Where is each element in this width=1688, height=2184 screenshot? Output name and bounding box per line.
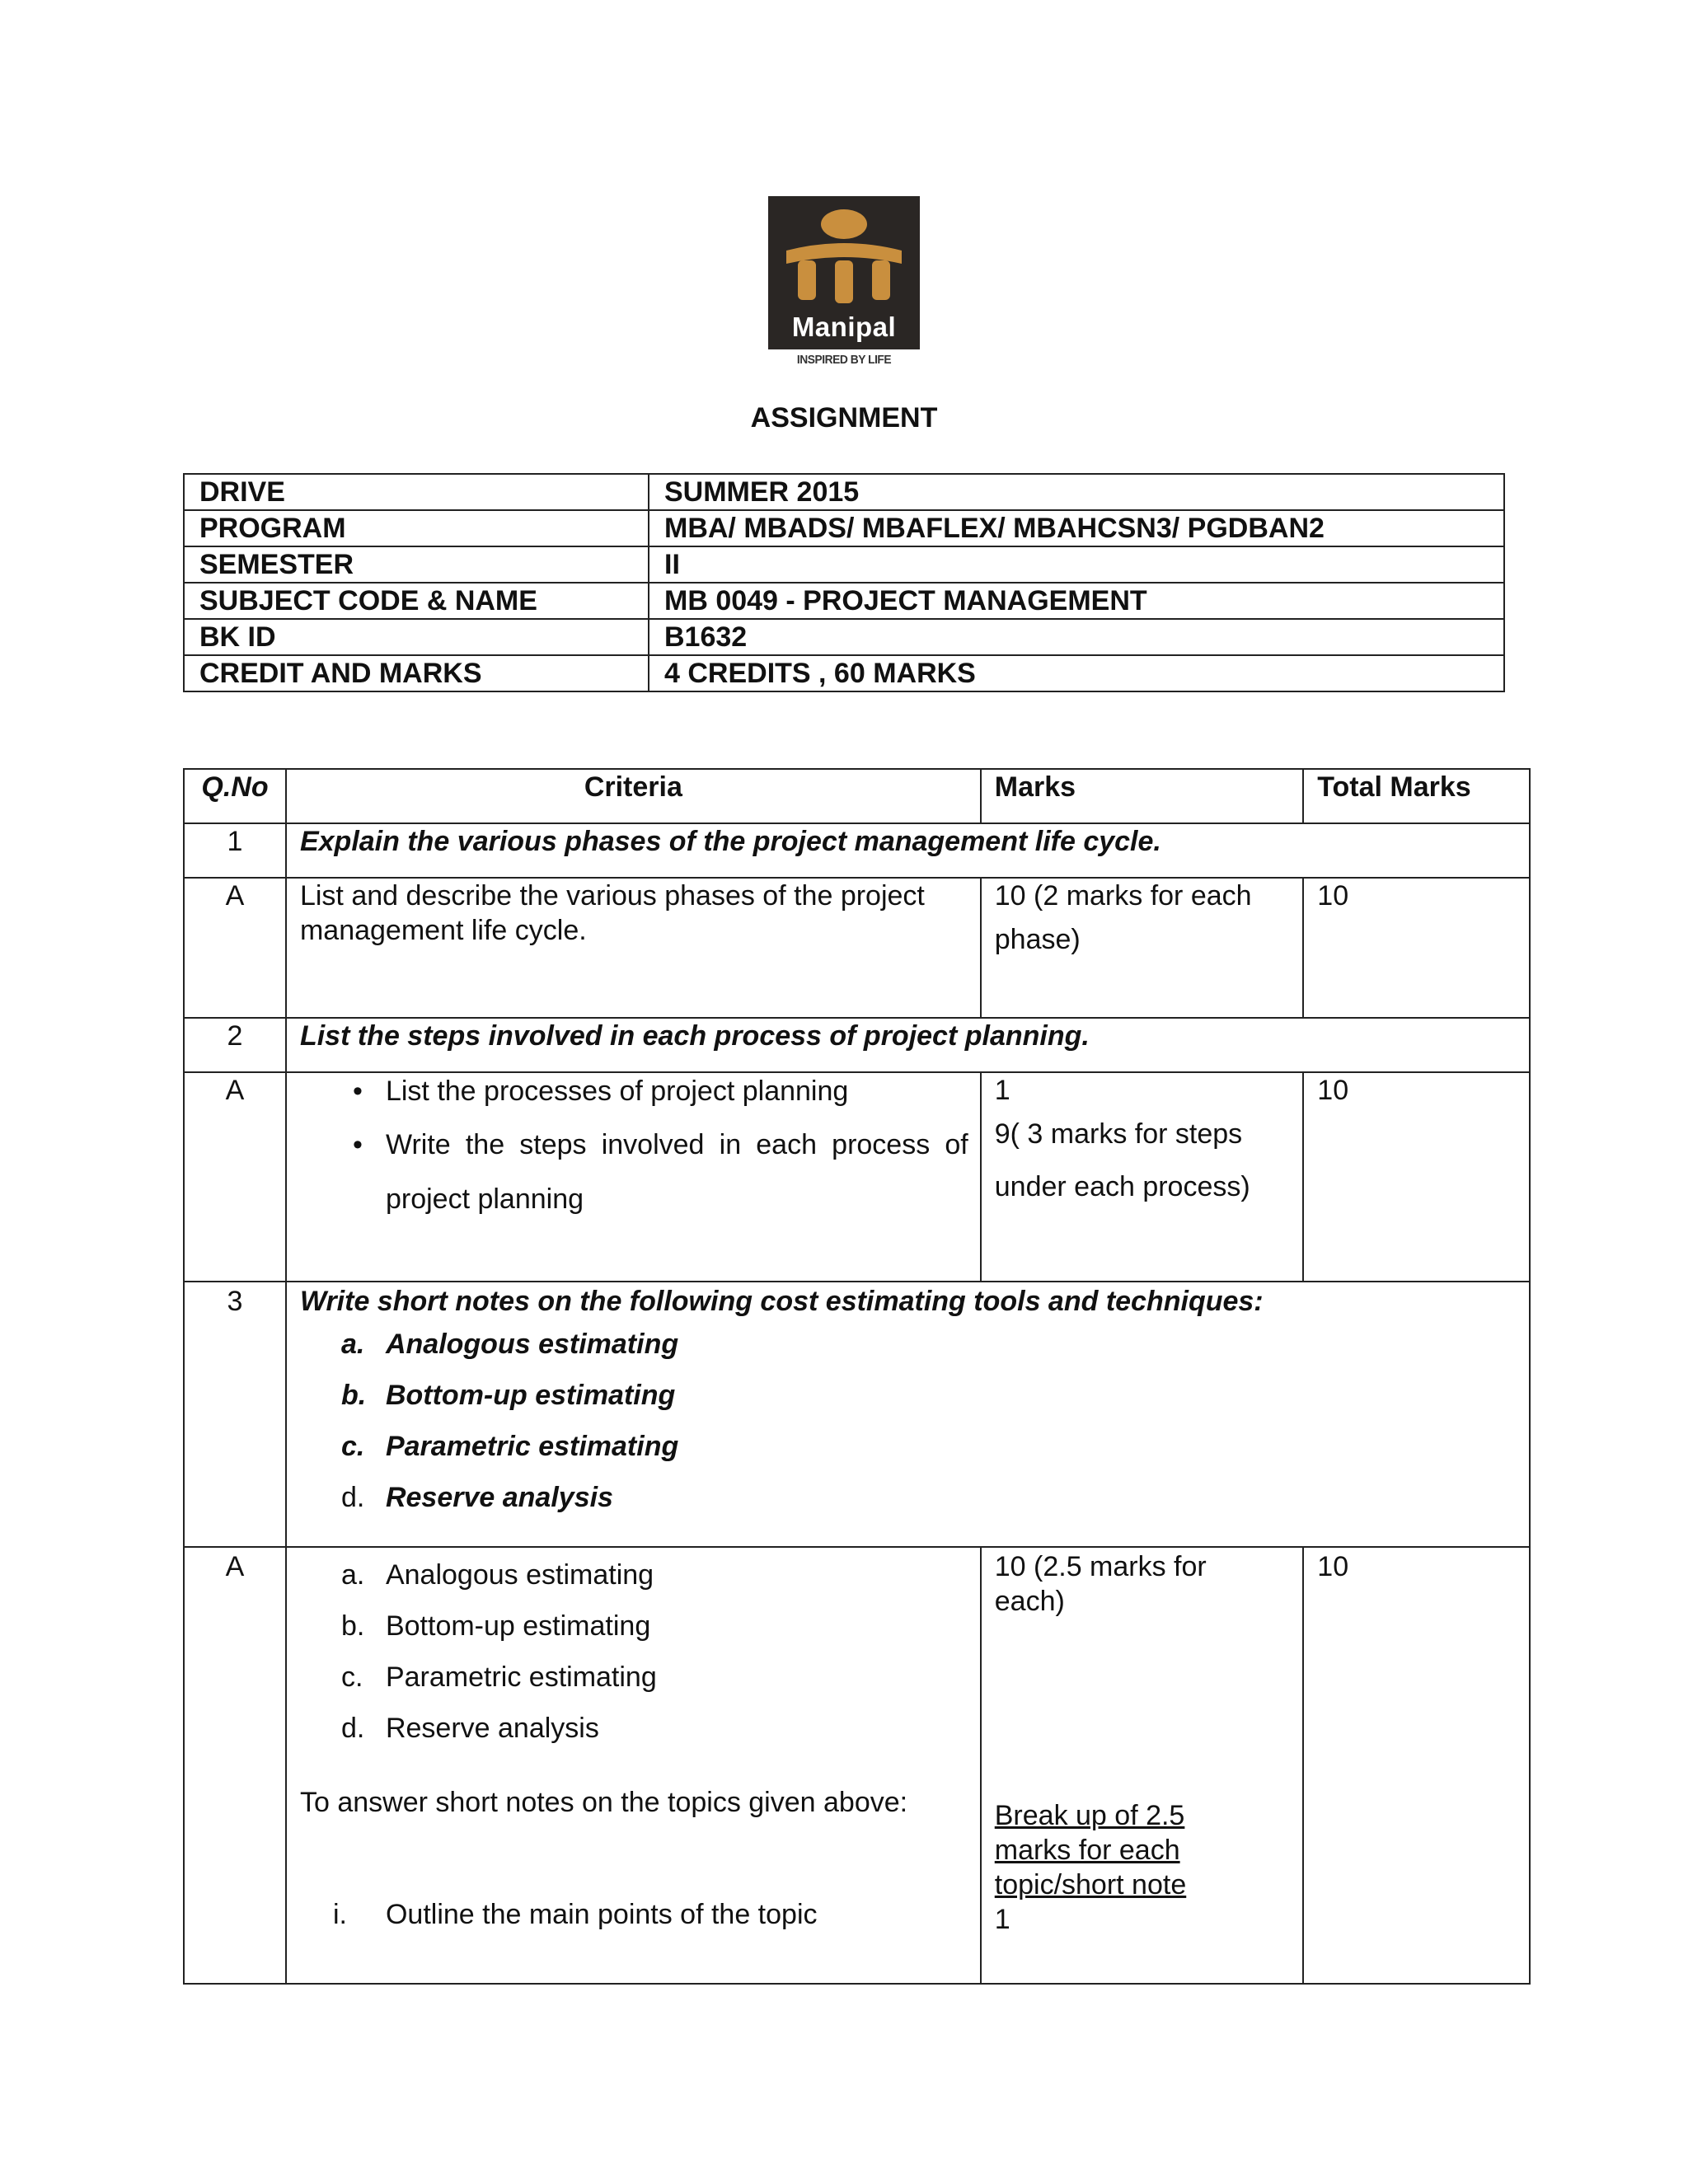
info-value: MBA/ MBADS/ MBAFLEX/ MBAHCSN3/ PGDBAN2 xyxy=(649,510,1504,546)
breakup-value: 1 xyxy=(994,1904,1010,1935)
item-text: Parametric estimating xyxy=(385,1431,679,1462)
step-label: i. xyxy=(332,1899,347,1930)
table-header-row xyxy=(184,769,1530,823)
info-key: SUBJECT CODE & NAME xyxy=(184,583,649,619)
header-marks: Marks xyxy=(981,769,1304,823)
list-item xyxy=(316,1601,967,1652)
answer-criteria xyxy=(286,1547,981,1984)
page-title: ASSIGNMENT xyxy=(750,402,938,434)
info-value: II xyxy=(649,546,1504,583)
breakup-line: Break up of 2.5 xyxy=(994,1800,1185,1831)
item-label: d. xyxy=(340,1713,365,1744)
answer-row xyxy=(184,1547,1530,1984)
info-value: 4 CREDITS , 60 MARKS xyxy=(649,655,1504,691)
logo-tagline: INSPIRED BY LIFE xyxy=(796,353,892,367)
header-criteria: Criteria xyxy=(286,769,981,823)
breakup-note xyxy=(995,1798,1290,1937)
answer-row xyxy=(184,1072,1530,1282)
info-key: PROGRAM xyxy=(184,510,649,546)
marks-line: each) xyxy=(994,1586,1065,1617)
steps-list xyxy=(300,1889,967,1940)
answer-total: 10 xyxy=(1303,878,1530,1018)
list-item xyxy=(316,1889,967,1940)
info-value: SUMMER 2015 xyxy=(649,474,1504,510)
question-number: 1 xyxy=(184,823,286,878)
list-item xyxy=(316,1319,1516,1370)
list-item xyxy=(316,1370,1516,1421)
answer-total: 10 xyxy=(1303,1072,1530,1282)
bullet-list xyxy=(287,1065,968,1226)
item-label: c. xyxy=(340,1431,365,1462)
list-item xyxy=(316,1703,967,1754)
list-item xyxy=(316,1421,1516,1472)
bullet-icon: • xyxy=(352,1076,363,1107)
item-text: Bottom-up estimating xyxy=(385,1380,676,1411)
list-item xyxy=(316,1652,967,1703)
list-item xyxy=(316,1118,968,1226)
info-row xyxy=(184,583,1504,619)
question-text: Explain the various phases of the project management life cycle. xyxy=(286,823,1530,878)
marks-line: 10 (2.5 marks for xyxy=(994,1551,1207,1582)
list-item xyxy=(316,1549,967,1601)
question-items-list xyxy=(300,1319,1516,1523)
marks-line: 1 xyxy=(994,1075,1010,1106)
info-row xyxy=(184,546,1504,583)
question-row xyxy=(184,823,1530,878)
answer-label: A xyxy=(184,1072,286,1282)
answer-marks xyxy=(981,1547,1304,1984)
info-value: B1632 xyxy=(649,619,1504,655)
item-text: Reserve analysis xyxy=(385,1713,599,1744)
info-value: MB 0049 - PROJECT MANAGEMENT xyxy=(649,583,1504,619)
criteria-table xyxy=(183,768,1531,1985)
marks-line: phase) xyxy=(994,924,1081,955)
item-label: b. xyxy=(340,1610,365,1642)
answer-total: 10 xyxy=(1303,1547,1530,1984)
breakup-line: marks for each xyxy=(994,1835,1180,1866)
info-key: SEMESTER xyxy=(184,546,649,583)
item-label: a. xyxy=(340,1559,365,1591)
item-label: b. xyxy=(340,1380,367,1411)
header-total-marks: Total Marks xyxy=(1303,769,1530,823)
list-item-text: List the processes of project planning xyxy=(385,1076,849,1107)
question-number: 2 xyxy=(184,1018,286,1072)
item-label: c. xyxy=(340,1661,363,1693)
info-row xyxy=(184,619,1504,655)
step-text: Outline the main points of the topic xyxy=(385,1899,818,1930)
item-text: Analogous estimating xyxy=(385,1559,654,1591)
info-key: DRIVE xyxy=(184,474,649,510)
item-text: Reserve analysis xyxy=(385,1482,613,1513)
item-text: Analogous estimating xyxy=(385,1329,679,1360)
manipal-logo xyxy=(768,196,920,367)
answer-row xyxy=(184,878,1530,1018)
logo-emblem xyxy=(768,196,920,349)
answer-marks xyxy=(981,878,1304,1018)
answer-label: A xyxy=(184,878,286,1018)
item-label: d. xyxy=(340,1482,365,1513)
list-item xyxy=(316,1065,968,1118)
question-number: 3 xyxy=(184,1282,286,1547)
answer-criteria: List and describe the various phases of the project management life cycle. xyxy=(286,878,981,1018)
item-text: Bottom-up estimating xyxy=(385,1610,651,1642)
list-item xyxy=(316,1472,1516,1523)
breakup-line: topic/short note xyxy=(994,1869,1187,1900)
list-item-text: Write the steps involved in each process of project planning xyxy=(385,1129,968,1215)
info-row xyxy=(184,510,1504,546)
header-qno: Q.No xyxy=(184,769,286,823)
marks-line: under each process) xyxy=(994,1171,1250,1202)
question-text: List the steps involved in each process of project planning. xyxy=(286,1018,1530,1072)
info-key: CREDIT AND MARKS xyxy=(184,655,649,691)
question-cell xyxy=(286,1282,1530,1547)
item-label: a. xyxy=(340,1329,365,1360)
assignment-info-table xyxy=(183,473,1505,692)
info-row xyxy=(184,655,1504,691)
item-text: Parametric estimating xyxy=(385,1661,657,1693)
marks-line: 9( 3 marks for steps xyxy=(994,1118,1243,1150)
bullet-icon: • xyxy=(352,1129,363,1160)
question-row xyxy=(184,1282,1530,1547)
answer-items-list xyxy=(300,1549,967,1754)
question-text: Write short notes on the following cost estimating tools and techniques: xyxy=(299,1286,1264,1317)
answer-label: A xyxy=(184,1547,286,1984)
answer-marks xyxy=(981,1072,1304,1282)
info-key: BK ID xyxy=(184,619,649,655)
logo-name: Manipal xyxy=(791,312,897,342)
answer-criteria xyxy=(286,1072,981,1282)
marks-line: 10 (2 marks for each xyxy=(994,880,1252,912)
info-row xyxy=(184,474,1504,510)
instruction-text: To answer short notes on the topics given above: xyxy=(299,1787,908,1818)
